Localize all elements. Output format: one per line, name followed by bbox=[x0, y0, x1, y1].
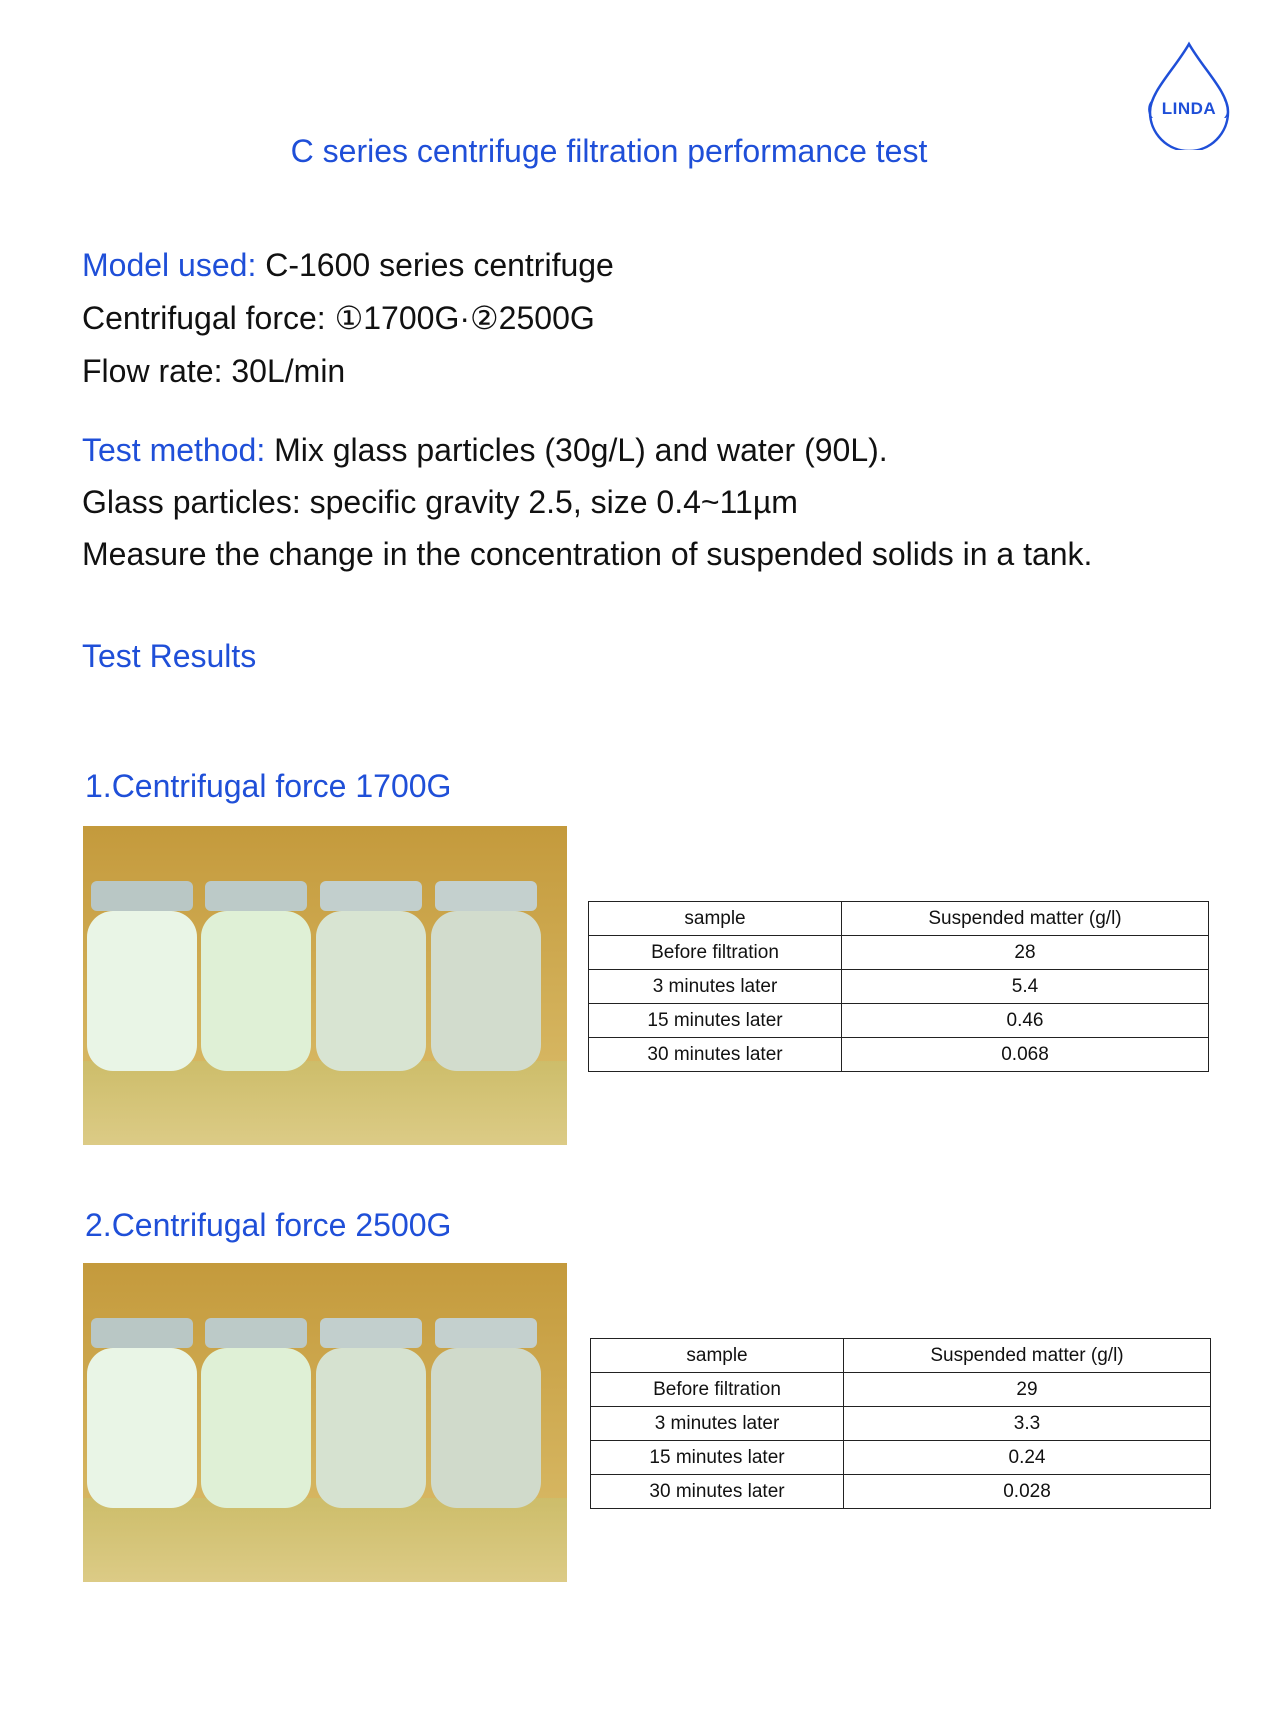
logo-text: LINDA bbox=[1161, 99, 1217, 118]
value-cell: 0.028 bbox=[844, 1475, 1211, 1509]
method-value: Mix glass particles (30g/L) and water (90L). bbox=[265, 432, 888, 468]
value-cell: 0.46 bbox=[842, 1004, 1209, 1038]
test2-jars-photo bbox=[83, 1263, 567, 1582]
table-row bbox=[591, 1373, 1211, 1407]
test1-heading: 1.Centrifugal force 1700G bbox=[85, 768, 452, 804]
value-cell: 3.3 bbox=[844, 1407, 1211, 1441]
column-header: Suspended matter (g/l) bbox=[844, 1339, 1211, 1373]
table-row bbox=[591, 1407, 1211, 1441]
sample-cell: Before filtration bbox=[589, 936, 842, 970]
column-header: sample bbox=[591, 1339, 844, 1373]
model-label: Model used: bbox=[82, 247, 257, 283]
value-cell: 5.4 bbox=[842, 970, 1209, 1004]
sample-cell: 3 minutes later bbox=[589, 970, 842, 1004]
sample-cell: 15 minutes later bbox=[591, 1441, 844, 1475]
svg-text:(: ( bbox=[1147, 98, 1153, 118]
sample-cell: 15 minutes later bbox=[589, 1004, 842, 1038]
model-value: C-1600 series centrifuge bbox=[256, 247, 614, 283]
table-row bbox=[589, 1038, 1209, 1072]
sample-cell: 30 minutes later bbox=[591, 1475, 844, 1509]
test1-jars-photo bbox=[83, 826, 567, 1145]
page-title: C series centrifuge filtration performance test bbox=[290, 133, 928, 169]
value-cell: 0.068 bbox=[842, 1038, 1209, 1072]
model-line bbox=[82, 245, 614, 285]
results-heading: Test Results bbox=[82, 638, 257, 674]
value-cell: 28 bbox=[842, 936, 1209, 970]
value-cell: 0.24 bbox=[844, 1441, 1211, 1475]
method-line bbox=[82, 430, 888, 470]
table-row bbox=[591, 1475, 1211, 1509]
table-row bbox=[591, 1441, 1211, 1475]
test2-table bbox=[590, 1338, 1211, 1509]
sample-cell: 3 minutes later bbox=[591, 1407, 844, 1441]
test2-heading: 2.Centrifugal force 2500G bbox=[85, 1207, 452, 1243]
sample-cell: Before filtration bbox=[591, 1373, 844, 1407]
table-row bbox=[589, 1004, 1209, 1038]
sample-cell: 30 minutes later bbox=[589, 1038, 842, 1072]
flow-line: Flow rate: 30L/min bbox=[82, 353, 346, 389]
table-header-row bbox=[591, 1339, 1211, 1373]
column-header: sample bbox=[589, 902, 842, 936]
method-label: Test method: bbox=[82, 432, 266, 468]
table-row bbox=[589, 936, 1209, 970]
force-line: Centrifugal force: ①1700G·②2500G bbox=[82, 300, 595, 336]
measure-line: Measure the change in the concentration of suspended solids in a tank. bbox=[82, 536, 1093, 572]
table-header-row bbox=[589, 902, 1209, 936]
column-header: Suspended matter (g/l) bbox=[842, 902, 1209, 936]
table-row bbox=[589, 970, 1209, 1004]
test1-table bbox=[588, 901, 1209, 1072]
particles-line: Glass particles: specific gravity 2.5, size 0.4~11µm bbox=[82, 484, 798, 520]
value-cell: 29 bbox=[844, 1373, 1211, 1407]
svg-text:): ) bbox=[1224, 98, 1230, 118]
